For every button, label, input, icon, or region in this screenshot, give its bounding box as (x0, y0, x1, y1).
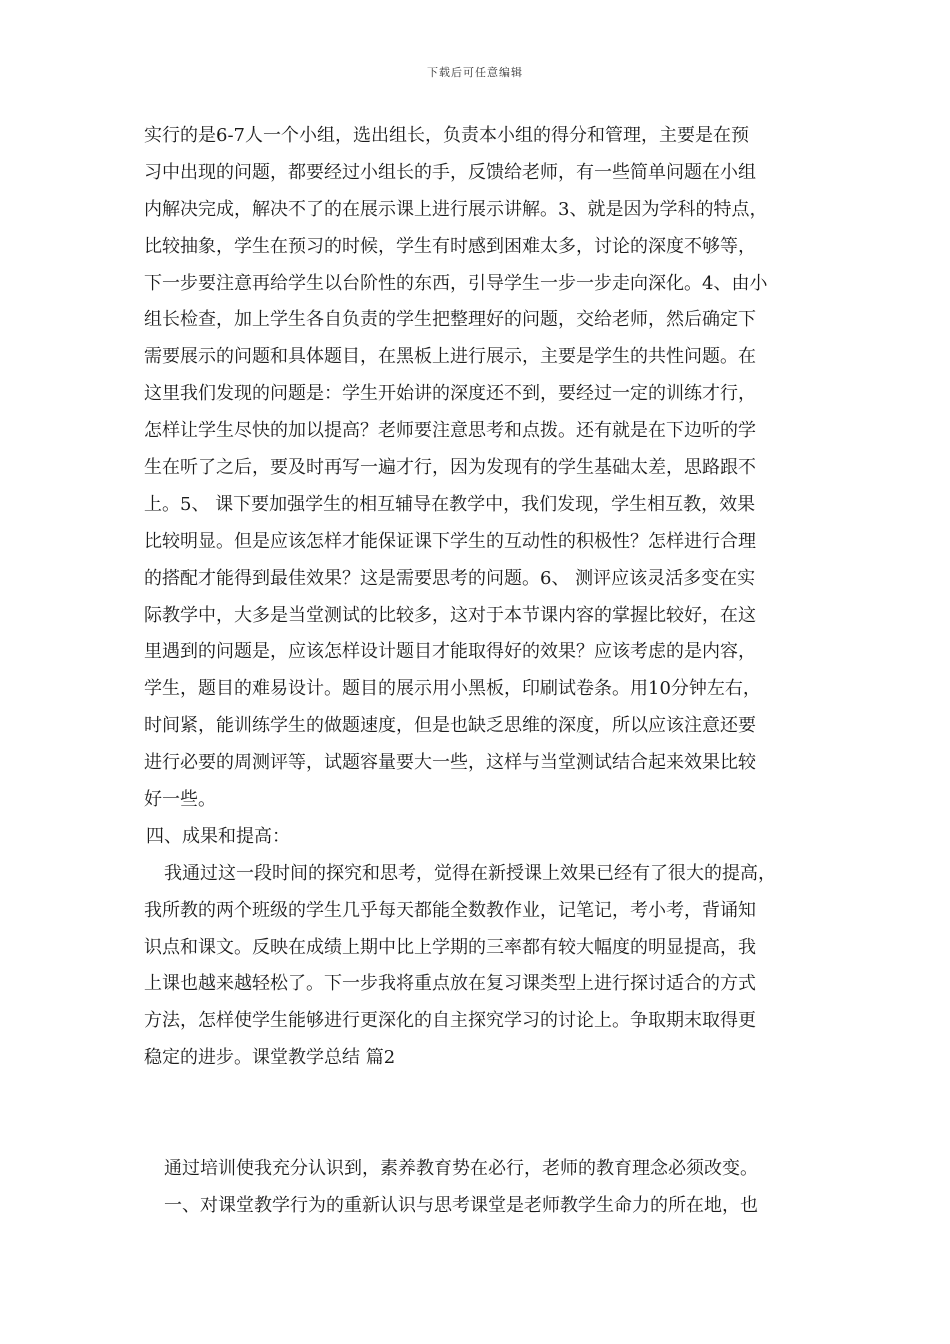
text-line: 比较明显。但是应该怎样才能保证课下学生的互动性的积极性？怎样进行合理 (144, 530, 756, 552)
text-line: 稳定的进步。课堂教学总结 篇2 (144, 1047, 396, 1069)
text-line: 际教学中，大多是当堂测试的比较多，这对于本节课内容的掌握比较好，在这 (144, 604, 756, 626)
text-line: 这里我们发现的问题是：学生开始讲的深度还不到，要经过一定的训练才行， (144, 383, 756, 405)
text-line: 我所教的两个班级的学生几乎每天都能全数教作业，记笔记，考小考，背诵知 (144, 899, 756, 921)
page-header: 下载后可任意编辑 (427, 66, 523, 79)
text-line: 上。5、 课下要加强学生的相互辅导在教学中，我们发现，学生相互教，效果 (144, 493, 756, 515)
text-line: 学生，题目的难易设计。题目的展示用小黑板，印刷试卷条。用10分钟左右， (144, 678, 761, 700)
text-line: 好一些。 (144, 789, 216, 811)
paragraph-training (144, 1151, 812, 1225)
section-gap (144, 1077, 812, 1151)
text-line: 习中出现的问题，都要经过小组长的手，反馈给老师，有一些简单问题在小组 (144, 161, 756, 183)
text-line: 的搭配才能得到最佳效果？这是需要思考的问题。6、 测评应该灵活多变在实 (144, 567, 756, 589)
text-line: 组长检查，加上学生各自负责的学生把整理好的问题，交给老师，然后确定下 (144, 309, 756, 331)
section-four (144, 819, 812, 1077)
paragraph-continued (144, 118, 812, 819)
text-line: 比较抽象，学生在预习的时候，学生有时感到困难太多，讨论的深度不够等， (144, 235, 756, 257)
text-line: 内解决完成，解决不了的在展示课上进行展示讲解。3、就是因为学科的特点， (144, 198, 768, 220)
text-line: 方法，怎样使学生能够进行更深化的自主探究学习的讨论上。争取期末取得更 (144, 1010, 756, 1032)
text-line: 下一步要注意再给学生以台阶性的东西，引导学生一步一步走向深化。4、由小 (144, 272, 768, 294)
text-line: 识点和课文。反映在成绩上期中比上学期的三率都有较大幅度的明显提高，我 (144, 936, 756, 958)
text-line: 里遇到的问题是，应该怎样设计题目才能取得好的效果？应该考虑的是内容， (144, 641, 756, 663)
text-line: 实行的是6-7人一个小组，选出组长，负责本小组的得分和管理，主要是在预 (144, 125, 749, 146)
document-body (144, 118, 812, 1225)
text-line: 通过培训使我充分认识到，素养教育势在必行，老师的教育理念必须改变。 (164, 1158, 758, 1180)
text-line: 一、对课堂教学行为的重新认识与思考课堂是老师教学生命力的所在地，也 (164, 1195, 758, 1217)
text-line: 生在听了之后，要及时再写一遍才行，因为发现有的学生基础太差，思路跟不 (144, 457, 756, 479)
text-line: 时间紧，能训练学生的做题速度，但是也缺乏思维的深度，所以应该注意还要 (144, 715, 756, 737)
text-line: 进行必要的周测评等，试题容量要大一些，这样与当堂测试结合起来效果比较 (144, 752, 756, 774)
text-line: 上课也越来越轻松了。下一步我将重点放在复习课类型上进行探讨适合的方式 (144, 973, 756, 995)
section-heading: 四、成果和提高： (146, 825, 290, 847)
text-line: 需要展示的问题和具体题目，在黑板上进行展示，主要是学生的共性问题。在 (144, 346, 756, 368)
text-line: 我通过这一段时间的探究和思考，觉得在新授课上效果已经有了很大的提高， (164, 862, 776, 884)
text-line: 怎样让学生尽快的加以提高？老师要注意思考和点拨。还有就是在下边听的学 (144, 420, 756, 442)
